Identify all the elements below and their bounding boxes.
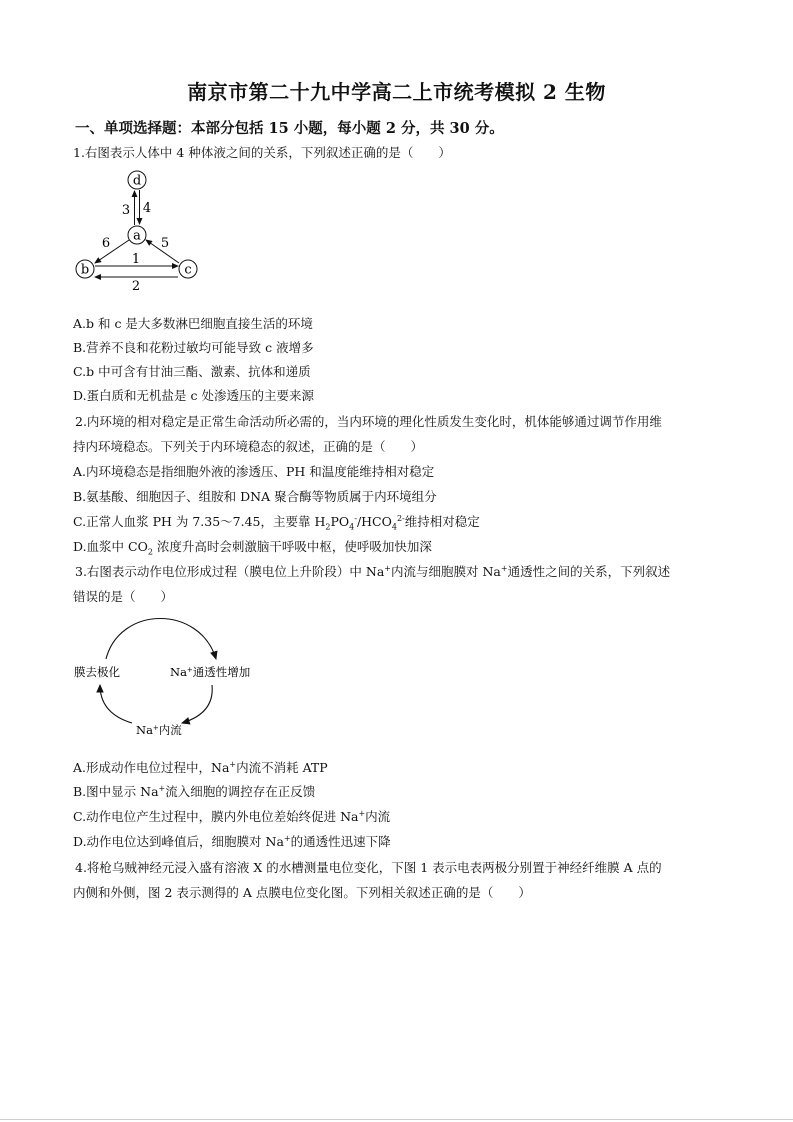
arc-depolarization-to-permeability [106, 619, 216, 660]
arrow-6 [95, 240, 129, 263]
section-heading: 一、单项选择题：本部分包括 15 小题，每小题 2 分，共 30 分。 [75, 120, 504, 137]
label-na-permeability: Na+通透性增加 [170, 665, 251, 679]
q2-stem-line2: 持内环境稳态。下列关于内环境稳态的叙述，正确的是（ ） [73, 439, 424, 454]
node-c-label: c [184, 262, 192, 278]
q1-stem: 1.右图表示人体中 4 种体液之间的关系，下列叙述正确的是（ ） [73, 145, 451, 160]
arc-permeability-to-influx [182, 685, 212, 723]
q3-option-a: A.形成动作电位过程中，Na+内流不消耗 ATP [73, 759, 328, 775]
q3-option-b: B.图中显示 Na+流入细胞的调控存在正反馈 [73, 783, 316, 799]
q3-option-c: C.动作电位产生过程中，膜内外电位差始终促进 Na+内流 [73, 808, 391, 824]
node-b-label: b [80, 262, 90, 278]
q3-stem-line2: 错误的是（ ） [73, 589, 174, 604]
body-fluid-diagram [70, 165, 210, 295]
edge-label-3: 3 [121, 203, 131, 218]
q3-option-d: D.动作电位达到峰值后，细胞膜对 Na+的通透性迅速下降 [73, 833, 391, 849]
q1-option-c: C.b 中可含有甘油三酯、激素、抗体和递质 [73, 364, 311, 379]
q2-option-d: D.血浆中 $CO_2$ 浓度升高时会刺激脑干呼吸中枢，使呼吸加快加深 [73, 539, 432, 557]
edge-label-6: 6 [101, 236, 111, 251]
edge-label-2: 2 [131, 279, 141, 294]
label-na-influx: Na+内流 [136, 723, 182, 737]
q2-stem-line1: 2.内环境的相对稳定是正常生命活动所必需的，当内环境的理化性质发生变化时，机体能够通过调节作用维 [75, 414, 662, 429]
edge-label-1: 1 [131, 252, 141, 267]
q1-option-a: A.b 和 c 是大多数淋巴细胞直接生活的环境 [73, 316, 313, 331]
action-potential-cycle-diagram [70, 605, 260, 745]
q4-stem-line1: 4.将枪乌贼神经元浸入盛有溶液 X 的水槽测量电位变化，下图 1 表示电表两极分别置于神经纤维膜 A 点的 [75, 860, 662, 875]
node-d-label: d [132, 173, 142, 189]
q2-option-a: A.内环境稳态是指细胞外液的渗透压、PH 和温度能维持相对稳定 [73, 464, 435, 479]
label-depolarization: 膜去极化 [74, 665, 120, 679]
q1-option-d: D.蛋白质和无机盐是 c 处渗透压的主要来源 [73, 388, 314, 403]
page-title: 南京市第二十九中学高二上市统考模拟 2 生物 [187, 80, 606, 104]
q2-option-b: B.氨基酸、细胞因子、组胺和 DNA 聚合酶等物质属于内环境组分 [73, 489, 437, 504]
edge-label-4: 4 [142, 201, 152, 216]
arc-influx-to-depolarization [100, 685, 132, 723]
q2-option-c: C.正常人血浆 PH 为 7.35～7.45，主要靠 $H_2PO_4^-/HCO_4^{2-}$维持相对稳定 [73, 513, 480, 532]
q4-stem-line2: 内侧和外侧，图 2 表示测得的 A 点膜电位变化图。下列相关叙述正确的是（ ） [73, 885, 531, 900]
page-bottom-rule [0, 1119, 793, 1120]
edge-label-5: 5 [160, 236, 170, 251]
node-a-label: a [133, 228, 141, 244]
q1-option-b: B.营养不良和花粉过敏均可能导致 c 液增多 [73, 340, 314, 355]
q3-stem-line1: 3.右图表示动作电位形成过程（膜电位上升阶段）中 Na+内流与细胞膜对 Na+通透性之间的关系，下列叙述 [75, 563, 671, 579]
